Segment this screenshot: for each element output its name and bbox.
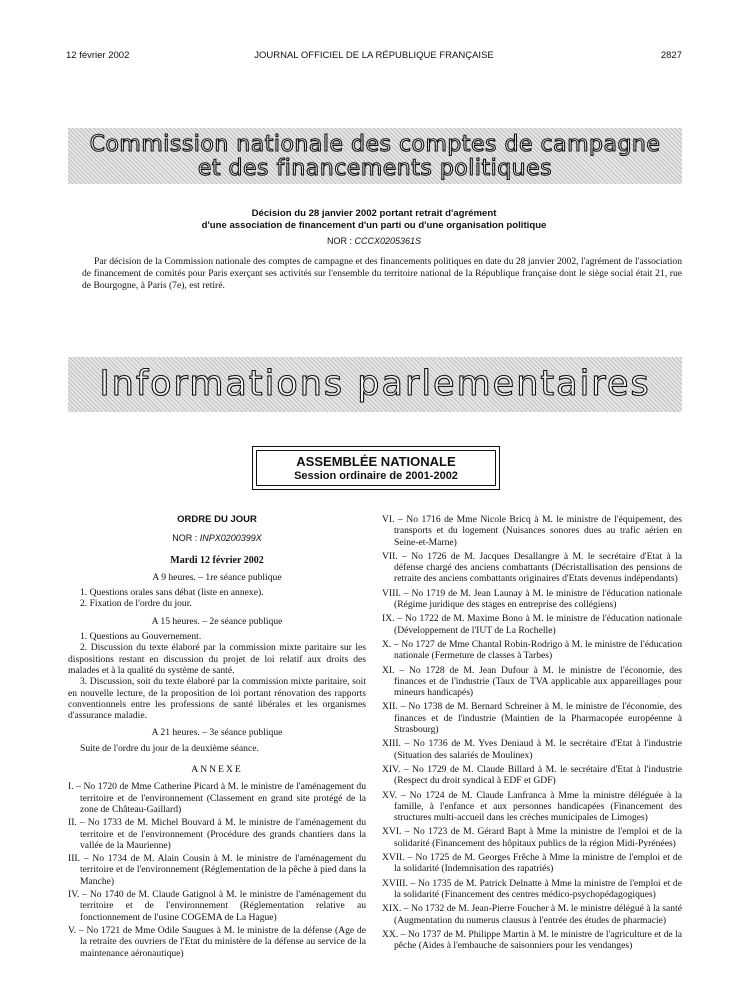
decision-nor-label: NOR : (326, 236, 355, 246)
assemblee-box (252, 446, 500, 490)
page-header (66, 50, 682, 64)
commission-banner-line1: Commission nationale des comptes de campagne (89, 132, 661, 157)
ordre-nor (68, 533, 366, 544)
decision-title-line1: Décision du 28 janvier 2002 portant retrait d'agrément (251, 208, 497, 219)
header-page-number: 2827 (660, 50, 682, 61)
annexe-heading: ANNEXE (191, 764, 243, 776)
question-item: XI. – No 1728 de M. Jean Dufour à M. le ministre de l'économie, des finances et de l'industrie (Taux de TVA applicable aux appareillages pour mineurs handicapés) (382, 664, 682, 699)
question-item: XIII. – No 1736 de M. Yves Deniaud à M. le secrétaire d'Etat à l'industrie (Situation des salariés de Moulinex) (382, 738, 682, 761)
decision-nor-value: CCCX0205361S (354, 236, 422, 246)
question-item: IV. – No 1740 de M. Claude Gatignol à M. le ministre de l'aménagement du territoire et de l'environnement (Réglementation relative au fonctionnement de l'usine COGEMA de La Hague) (68, 889, 366, 923)
ordre-title: ORDRE DU JOUR (177, 514, 257, 525)
header-journal-title: JOURNAL OFFICIEL DE LA RÉPUBLIQUE FRANÇAISE (254, 50, 494, 61)
assemblee-title: ASSEMBLÉE NATIONALE (296, 454, 456, 469)
question-item: VII. – No 1726 de M. Jacques Desallangre à M. le secrétaire d'Etat à la défense chargé des anciens combattants (Décristallisation des pensions de retraite des anciens combattants originaires d'Etats devenus indépendants) (382, 550, 682, 585)
assemblee-session: Session ordinaire de 2001-2002 (294, 470, 458, 482)
ordre-nor-value: INPX0200399X (199, 533, 262, 544)
question-item: II. – No 1733 de M. Michel Bouvard à M. le ministre de l'aménagement du territoire et de l'environnement (Procédure des grands chantiers dans la vallée de la Maurienne) (68, 817, 366, 851)
ordre-date: Mardi 12 février 2002 (170, 554, 264, 566)
question-item: X. – No 1727 de Mme Chantal Robin-Rodrigo à M. le ministre de l'éducation nationale (Fermeture de classes à Tarbes) (382, 638, 682, 662)
decision-paragraph: Par décision de la Commission nationale des comptes de campagne et des financements politiques en date du 28 janvier 2002, l'agrément de l'association de financement de comités pour Paris exerçant ses activités sur l'ensemble du territoire national de la République française dont le siège social était 21, rue de Bourgogne, à Paris (7e), est retiré. (82, 256, 682, 291)
question-item: XV. – No 1724 de M. Claude Lanfranca à Mme la ministre déléguée à la famille, à l'enfance et aux personnes handicapées (Financement des structures multi-accueil dans les crèches municipales de Limoges) (382, 789, 682, 824)
assemblee-box-inner (256, 450, 496, 486)
ordre-nor-label: NOR : (172, 533, 200, 544)
question-item: I. – No 1720 de Mme Catherine Picard à M. le ministre de l'aménagement du territoire et de l'environnement (Classement en grand site protégé de la zone de Château-Gaillard) (68, 781, 366, 815)
decision-title (66, 208, 682, 232)
right-column (382, 514, 682, 954)
question-item: IX. – No 1722 de M. Maxime Bono à M. le ministre de l'éducation nationale (Développement de l'IUT de La Rochelle) (382, 613, 682, 636)
seance-2-item-2: 2. Discussion du texte élaboré par la commission mixte paritaire sur les dispositions restant en discussion du projet de loi relatif aux droits des malades et à la qualité du système de santé. (68, 642, 366, 676)
question-item: III. – No 1734 de M. Alain Cousin à M. le ministre de l'aménagement du territoire et de l'environnement (Réglementation de la pêche à pied dans la Manche) (68, 853, 366, 887)
question-item: XVIII. – No 1735 de M. Patrick Delnatte à Mme la ministre de l'emploi et de la solidarité (Financement des centres médico-psychopédagogiques) (382, 877, 682, 900)
seance-1-item-2: 2. Fixation de l'ordre du jour. (80, 598, 192, 610)
seance-1-heading: A 9 heures. – 1re séance publique (152, 571, 282, 583)
left-column (68, 514, 366, 961)
question-item: V. – No 1721 de Mme Odile Saugues à M. le ministre de la défense (Age de la retraite des ouvriers de l'Etat du ministère de la défense au service de la maintenance aéronautique) (68, 924, 366, 959)
seance-2-heading: A 15 heures. – 2e séance publique (151, 615, 283, 627)
header-date: 12 février 2002 (66, 50, 130, 61)
question-item: XVI. – No 1723 de M. Gérard Bapt à Mme la ministre de l'emploi et de la solidarité (Financement des hôpitaux publics de la région Midi-Pyrénées) (382, 826, 682, 849)
commission-banner (68, 128, 682, 184)
question-item: VIII. – No 1719 de M. Jean Launay à M. le ministre de l'éducation nationale (Régime juridique des stages en entreprise des collégiens) (382, 587, 682, 611)
seance-1-item-1: 1. Questions orales sans débat (liste en annexe). (80, 587, 264, 599)
decision-title-line2: d'une association de financement d'un parti ou d'une organisation politique (201, 220, 547, 231)
informations-banner: Informations parlementaires (68, 357, 682, 412)
commission-banner-line2: et des financements politiques (197, 156, 553, 181)
question-item: XX. – No 1737 de M. Philippe Martin à M. le ministre de l'agriculture et de la pêche (Aides à l'embauche de saisonniers pour les vendanges) (382, 928, 682, 952)
question-item: XII. – No 1738 de M. Bernard Schreiner à M. le ministre de l'économie, des finances et de l'industrie (Maintien de la Pharmacopée européenne à Strasbourg) (382, 701, 682, 736)
question-item: XIV. – No 1729 de M. Claude Billard à M. le secrétaire d'Etat à l'industrie (Respect du droit syndical à EDF et GDF) (382, 763, 682, 787)
seance-3-text: Suite de l'ordre du jour de la deuxième séance. (80, 742, 259, 754)
question-item: XVII. – No 1725 de M. Georges Frêche à Mme la ministre de l'emploi et de la solidarité (Indemnisation des rapatriés) (382, 852, 682, 875)
seance-2-item-3: 3. Discussion, soit du texte élaboré par la commission mixte paritaire, soit en nouvelle lecture, de la proposition de loi portant rénovation des rapports conventionnels entre les professions de santé libérales et les organismes d'assurance maladie. (68, 676, 366, 722)
question-item: XIX. – No 1732 de M. Jean-Pierre Foucher à M. le ministre délégué à la santé (Augmentation du numerus clausus à l'entrée des études de pharmacie) (382, 903, 682, 926)
decision-nor (66, 236, 682, 246)
question-item: VI. – No 1716 de Mme Nicole Bricq à M. le ministre de l'équipement, des transports et du logement (Nuisances sonores dues au trafic aérien en Seine-et-Marne) (382, 514, 682, 548)
seance-2-item-1: 1. Questions au Gouvernement. (80, 631, 202, 643)
seance-3-heading: A 21 heures. – 3e séance publique (151, 727, 283, 739)
